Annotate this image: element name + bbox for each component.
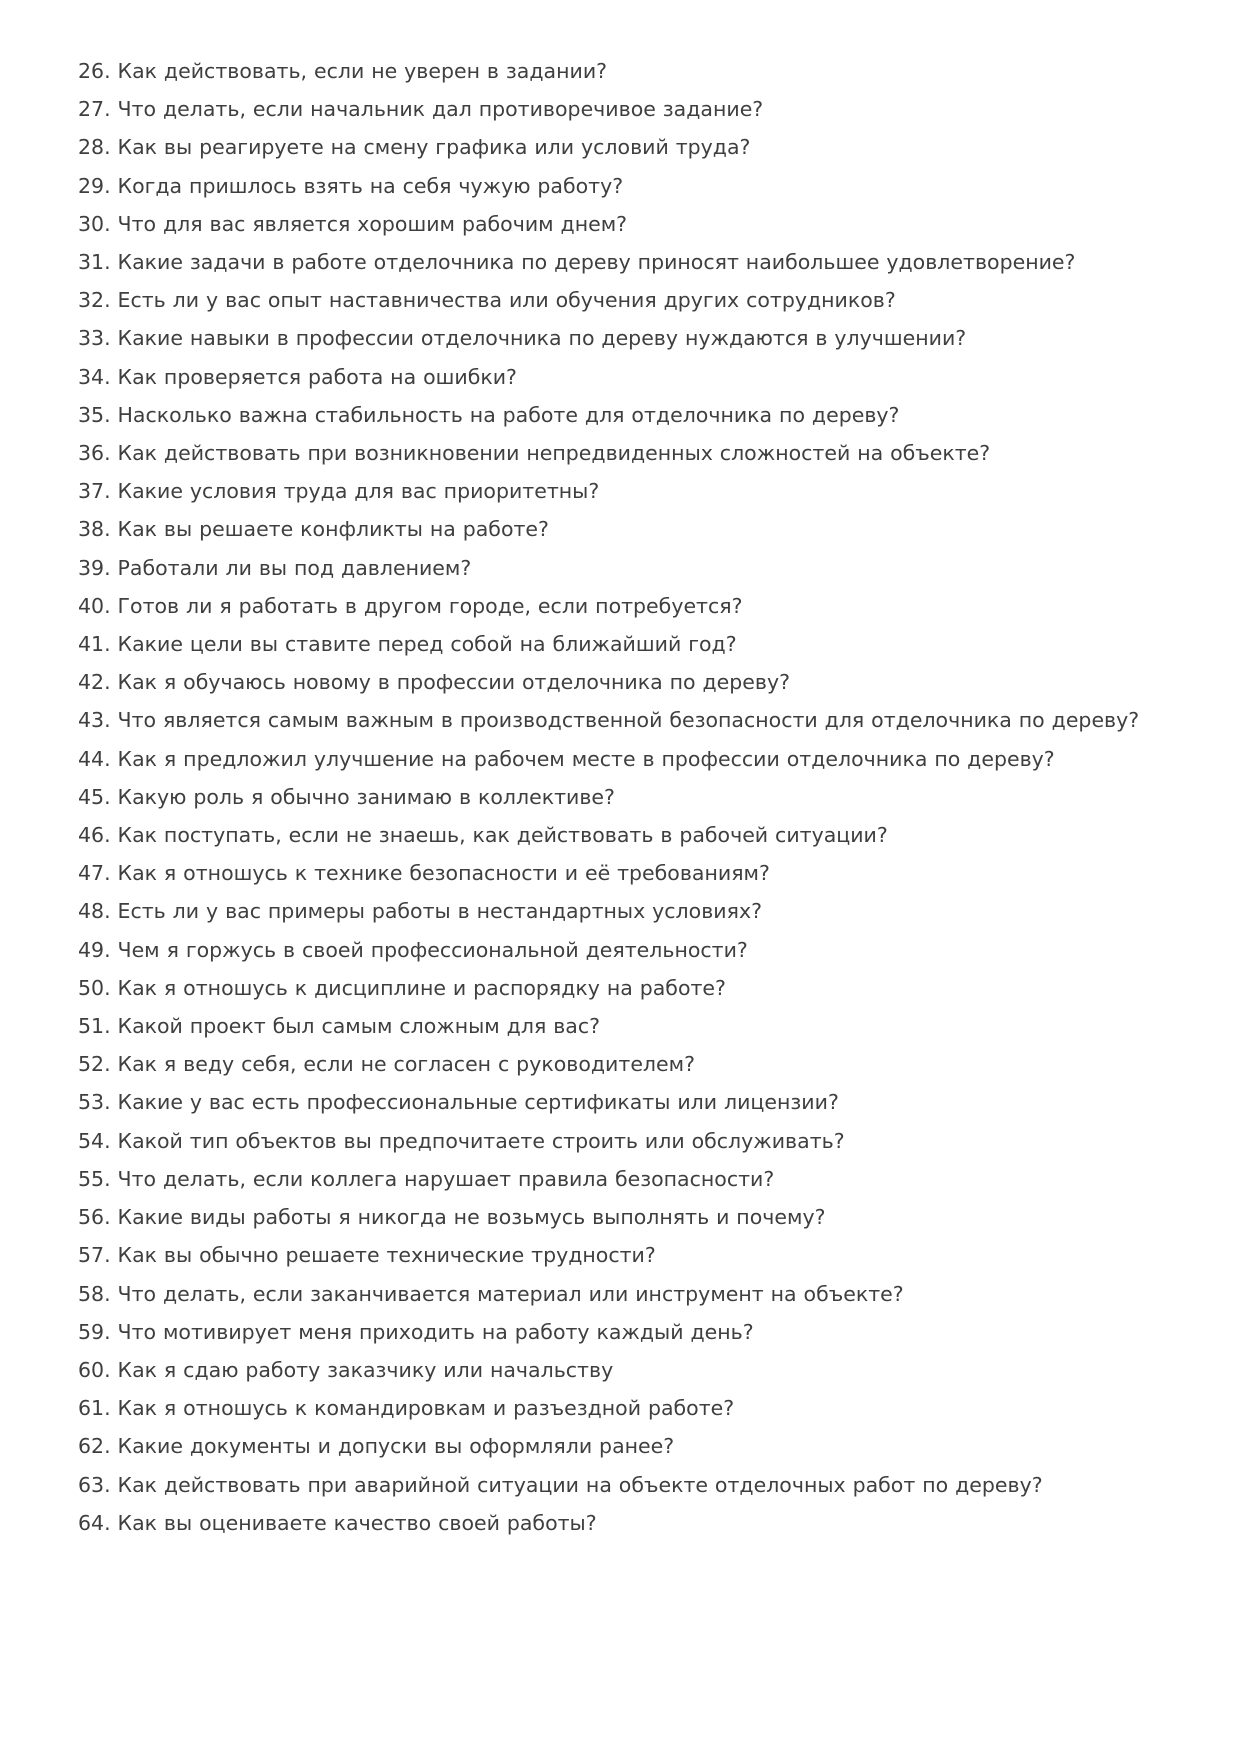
list-item: 58. Что делать, если заканчивается материал или инструмент на объекте? [78,1281,904,1306]
list-item: 30. Что для вас является хорошим рабочим днем? [78,211,628,236]
list-item: 57. Как вы обычно решаете технические трудности? [78,1243,656,1268]
list-item: 59. Что мотивирует меня приходить на работу каждый день? [78,1319,754,1344]
list-item: 49. Чем я горжусь в своей профессиональной деятельности? [78,937,748,962]
list-item: 54. Какой тип объектов вы предпочитаете строить или обслуживать? [78,1128,845,1153]
question-list [78,52,1147,1542]
list-item: 39. Работали ли вы под давлением? [78,555,472,580]
list-item: 41. Какие цели вы ставите перед собой на ближайший год? [78,632,737,657]
list-item: 40. Готов ли я работать в другом городе, если потребуется? [78,593,743,618]
list-item: 50. Как я отношусь к дисциплине и распорядку на работе? [78,975,726,1000]
list-item: 63. Как действовать при аварийной ситуации на объекте отделочных работ по дереву? [78,1472,1043,1497]
list-item: 53. Какие у вас есть профессиональные сертификаты или лицензии? [78,1090,839,1115]
list-item: 34. Как проверяется работа на ошибки? [78,364,517,389]
list-item: 42. Как я обучаюсь новому в профессии отделочника по дереву? [78,670,790,695]
list-item: 33. Какие навыки в профессии отделочника по дереву нуждаются в улучшении? [78,326,967,351]
list-item: 55. Что делать, если коллега нарушает правила безопасности? [78,1166,775,1191]
list-item: 52. Как я веду себя, если не согласен с руководителем? [78,1052,695,1077]
list-item: 44. Как я предложил улучшение на рабочем месте в профессии отделочника по дереву? [78,746,1055,771]
list-item: 62. Какие документы и допуски вы оформляли ранее? [78,1434,675,1459]
list-item: 32. Есть ли у вас опыт наставничества или обучения других сотрудников? [78,288,896,313]
list-item: 48. Есть ли у вас примеры работы в нестандартных условиях? [78,899,762,924]
list-item: 45. Какую роль я обычно занимаю в коллективе? [78,784,615,809]
list-item: 27. Что делать, если начальник дал противоречивое задание? [78,97,764,122]
list-item: 26. Как действовать, если не уверен в задании? [78,59,608,83]
list-item: 38. Как вы решаете конфликты на работе? [78,517,549,542]
list-item: 51. Какой проект был самым сложным для вас? [78,1014,600,1039]
list-item: 29. Когда пришлось взять на себя чужую работу? [78,173,624,198]
list-item: 61. Как я отношусь к командировкам и разъездной работе? [78,1396,735,1421]
list-item: 60. Как я сдаю работу заказчику или начальству [78,1357,614,1382]
list-item: 43. Что является самым важным в производственной безопасности для отделочника по дереву? [78,708,1140,733]
list-item: 37. Какие условия труда для вас приоритетны? [78,479,600,504]
list-item: 64. Как вы оцениваете качество своей работы? [78,1510,597,1535]
list-item: 56. Какие виды работы я никогда не возьмусь выполнять и почему? [78,1205,826,1230]
list-item: 28. Как вы реагируете на смену графика или условий труда? [78,135,751,160]
list-item: 36. Как действовать при возникновении непредвиденных сложностей на объекте? [78,441,991,466]
list-item: 47. Как я отношусь к технике безопасности и её требованиям? [78,861,770,886]
list-item: 31. Какие задачи в работе отделочника по дереву приносят наибольшее удовлетворение? [78,250,1076,275]
list-item: 46. Как поступать, если не знаешь, как действовать в рабочей ситуации? [78,823,888,848]
list-item: 35. Насколько важна стабильность на работе для отделочника по дереву? [78,402,900,427]
